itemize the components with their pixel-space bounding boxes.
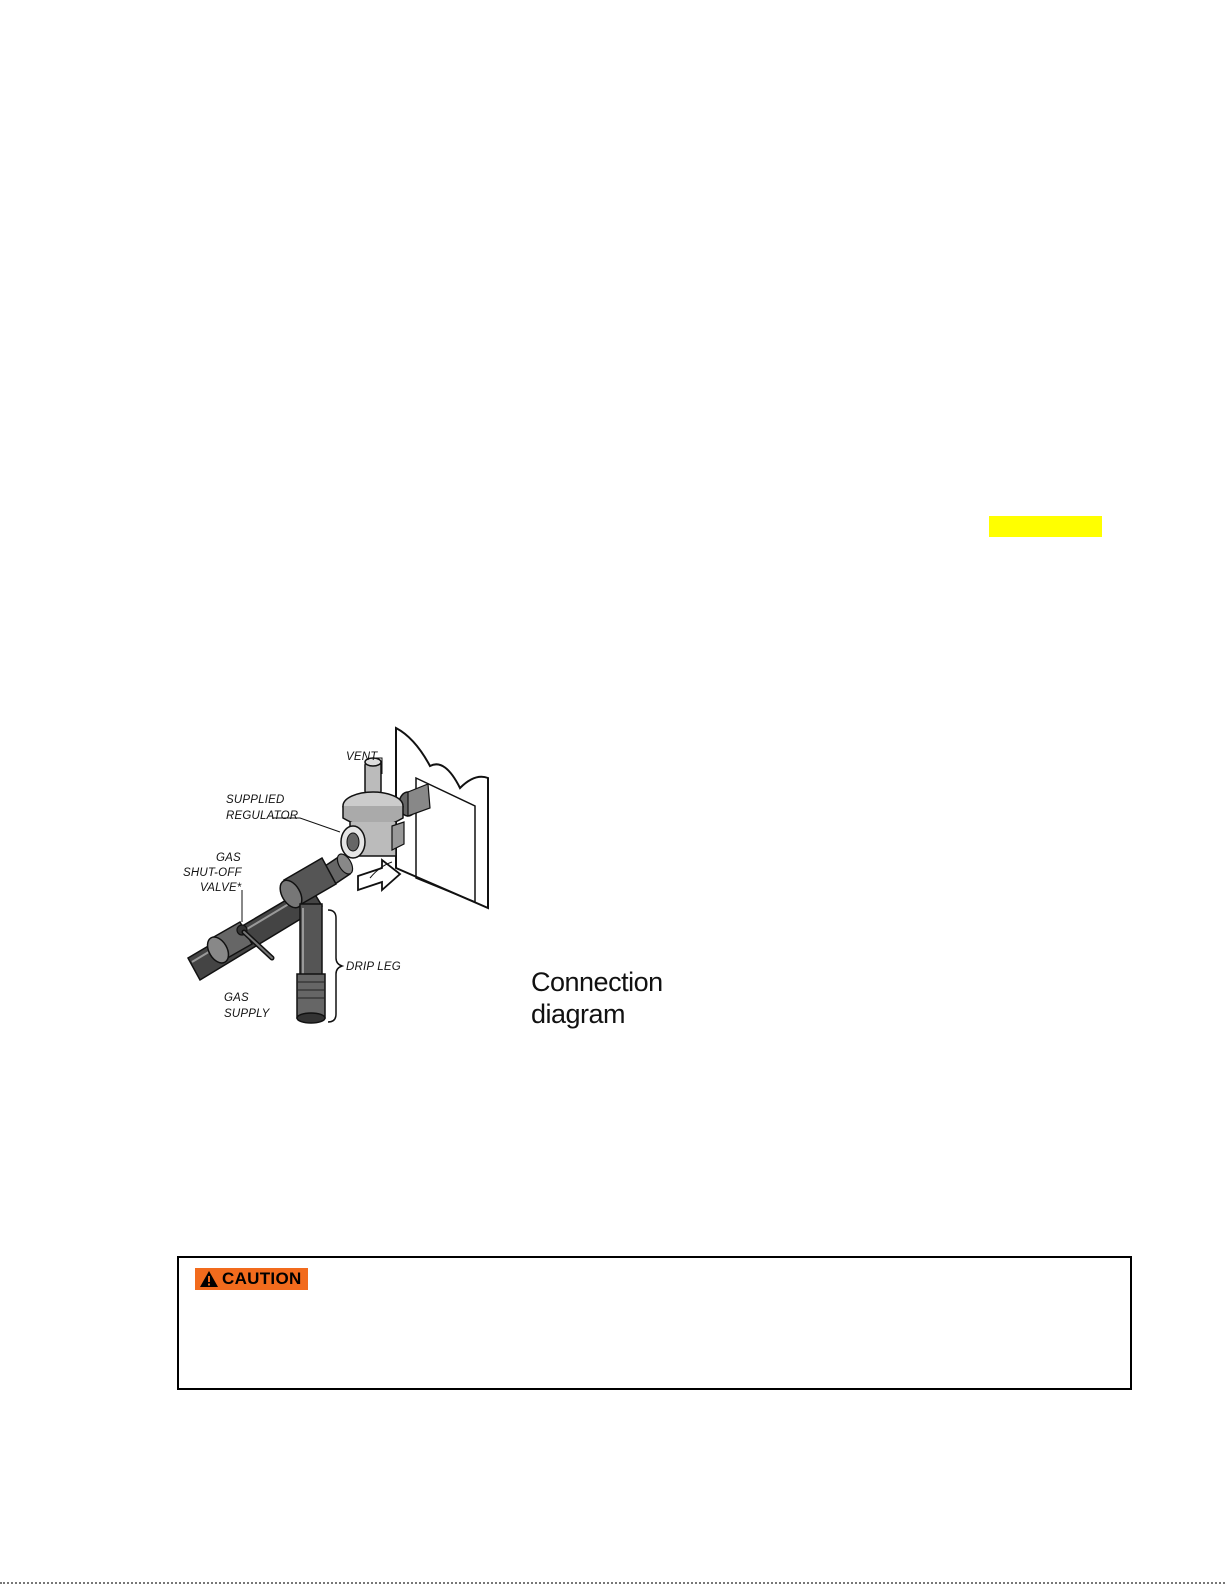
vent-label: VENT [346,751,378,763]
diagram-caption [531,966,663,1030]
gas-valve-label-line2: SHUT-OFF [183,867,242,879]
caution-label: CAUTION [222,1269,302,1288]
drip-leg [297,904,325,1023]
caption-line1: Connection [531,967,663,997]
warning-triangle-icon [199,1270,219,1288]
appliance-wall [396,728,488,908]
supplied-regulator-label-line1: SUPPLIED [226,794,285,806]
caution-box [177,1256,1132,1390]
regulator [341,758,404,858]
page-bottom-rule [0,1582,1225,1584]
supplied-regulator-label-line2: REGULATOR [226,810,299,822]
caution-badge [195,1268,308,1290]
flow-arrow-icon [358,860,400,890]
gas-supply-label-line2: SUPPLY [224,1008,270,1020]
gas-valve-label-line1: GAS [216,852,241,864]
drip-leg-label: DRIP LEG [346,961,401,973]
gas-valve-label-line3: VALVE* [200,882,242,894]
connection-diagram [160,718,500,1058]
highlight-mark [989,516,1102,537]
caption-line2: diagram [531,999,626,1029]
gas-connection-illustration [160,718,500,1058]
drip-leg-bracket [328,910,342,1022]
gas-supply-label-line1: GAS [224,992,249,1004]
